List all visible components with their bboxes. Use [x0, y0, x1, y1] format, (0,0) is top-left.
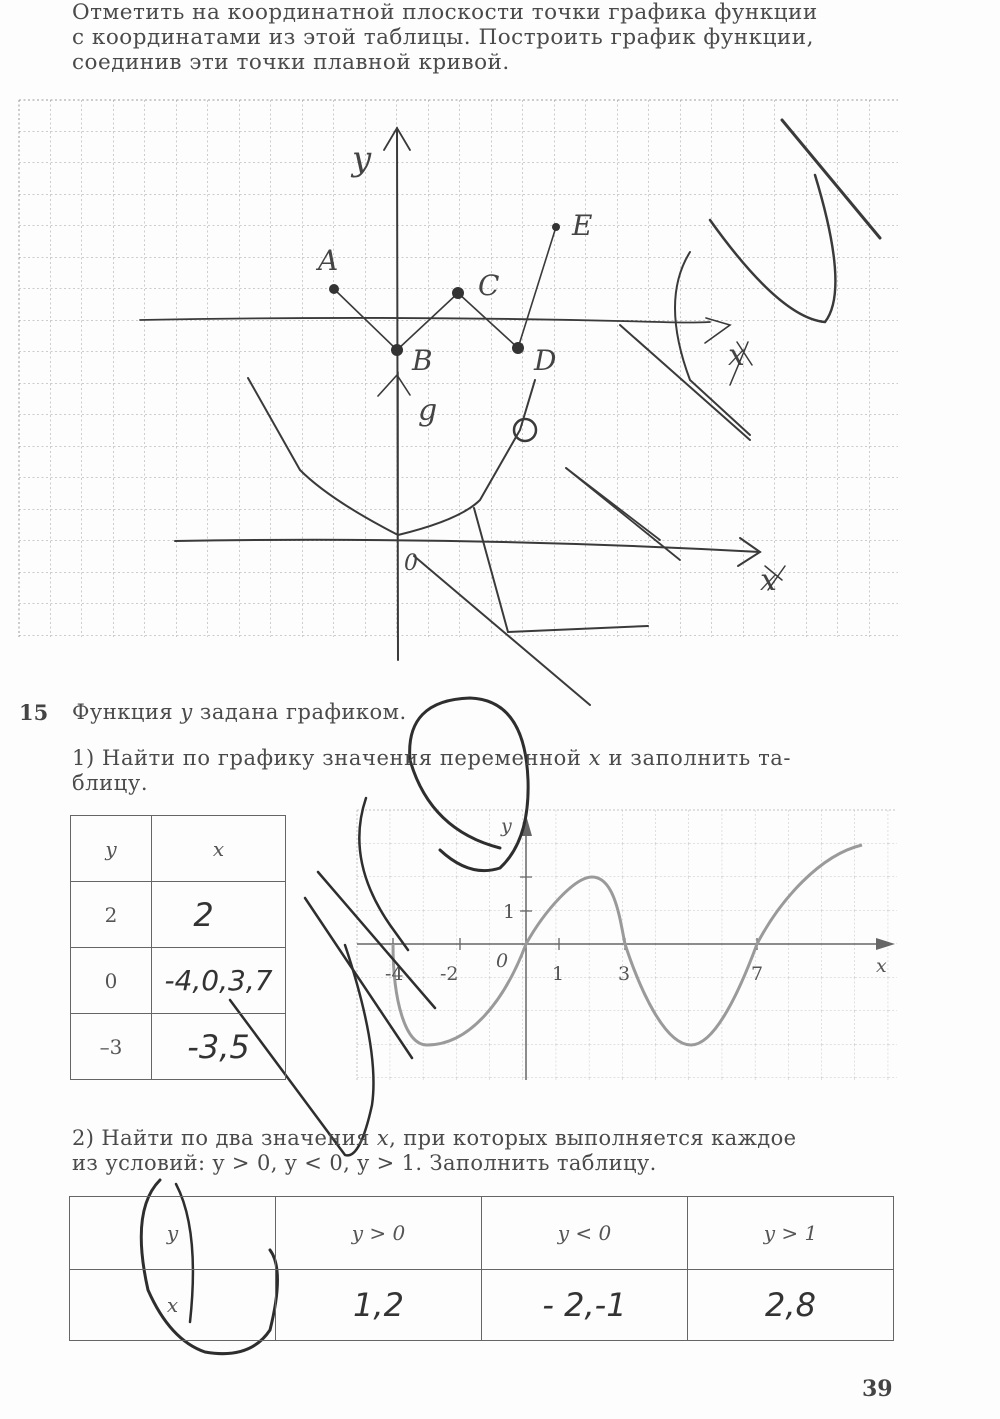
point-label-d: D	[534, 344, 557, 377]
part2-instructions	[72, 1126, 912, 1176]
part2-text: 2) Найти по два значения	[72, 1126, 377, 1150]
header-y: y	[105, 836, 117, 861]
grid-paper	[19, 100, 898, 637]
part1-text: и заполнить та-	[601, 746, 792, 770]
table-row	[70, 1270, 894, 1341]
tick-label: 1	[503, 901, 516, 923]
axis-label-x2: x	[760, 563, 777, 598]
point-label-b: B	[412, 344, 433, 377]
tick-label: 0	[496, 950, 509, 972]
table-header-row	[70, 1197, 894, 1270]
task-title	[72, 700, 407, 724]
cell-y: 0	[71, 948, 152, 1014]
row-x: x	[166, 1293, 179, 1317]
part1-text: 1) Найти по графику значения переменной	[72, 746, 589, 770]
axis-label-x: x	[728, 338, 745, 373]
tick-label: -4	[385, 963, 404, 985]
tick-label: -2	[440, 963, 459, 985]
part2-text: из условий: y > 0, y < 0, y > 1. Заполнить таблицу.	[72, 1151, 657, 1175]
table-row	[71, 882, 286, 948]
answer-cell[interactable]: - 2,-1	[542, 1286, 627, 1324]
task-title-text: Функция	[72, 700, 181, 724]
graph-x-label: x	[876, 955, 887, 977]
cell-y: 2	[71, 882, 152, 948]
answer-x[interactable]: 2	[193, 895, 214, 934]
intro-line: с координатами из этой таблицы. Построить график функции,	[72, 25, 814, 50]
tick-label: 3	[618, 963, 631, 985]
conditions-table	[69, 1196, 894, 1341]
page-number: 39	[862, 1376, 893, 1402]
task-number: 15	[19, 700, 49, 725]
axis-label-g: g	[418, 393, 438, 428]
origin-label: 0	[404, 551, 418, 576]
header-x: x	[212, 836, 225, 861]
part2-var: x	[376, 1126, 390, 1150]
point-label-c: C	[478, 269, 500, 302]
cell-y: –3	[71, 1014, 152, 1080]
graph-y-label: y	[501, 815, 512, 837]
axis-label-y: y	[352, 139, 372, 179]
part1-text: блицу.	[72, 771, 149, 795]
header-cond: y > 0	[351, 1221, 406, 1245]
tick-label: 7	[751, 963, 764, 985]
part1-instructions	[72, 746, 902, 796]
part1-var: x	[588, 746, 602, 770]
part2-text: , при которых выполняется каждое	[389, 1126, 797, 1150]
point-label-e: E	[572, 209, 593, 242]
intro-line: соединив эти точки плавной кривой.	[72, 50, 510, 75]
header-y: y	[166, 1221, 179, 1245]
tick-label: 1	[552, 963, 565, 985]
answer-x[interactable]: -4,0,3,7	[164, 964, 273, 997]
function-graph	[357, 810, 897, 1082]
answer-cell[interactable]: 1,2	[353, 1286, 404, 1324]
header-cond: y > 1	[763, 1221, 818, 1245]
table-row	[71, 948, 286, 1014]
values-table	[70, 815, 286, 1080]
header-cond: y < 0	[557, 1221, 612, 1245]
table-header-row	[71, 816, 286, 882]
task-title-text: задана графиком.	[192, 700, 407, 724]
answer-x[interactable]: -3,5	[187, 1027, 250, 1066]
table-row	[71, 1014, 286, 1080]
task-title-var: y	[180, 700, 193, 724]
answer-cell[interactable]: 2,8	[765, 1286, 816, 1324]
intro-line: Отметить на координатной плоскости точки графика функции	[72, 0, 818, 25]
point-label-a: A	[318, 244, 339, 277]
